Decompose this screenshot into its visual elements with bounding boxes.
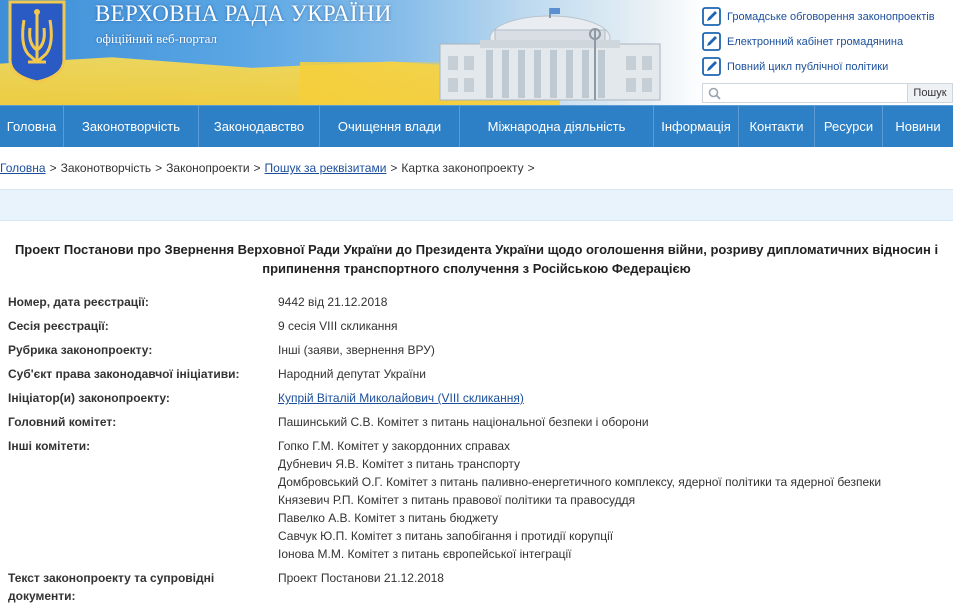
site-header <box>0 0 953 105</box>
row-subject <box>0 365 953 389</box>
committee-item: Савчук Ю.П. Комітет з питань запобігання і протидії корупції <box>278 529 614 543</box>
nav-item-home[interactable]: Головна <box>0 106 64 147</box>
breadcrumb-card: Картка законопроекту <box>401 161 524 175</box>
nav-item-lustration[interactable]: Очищення влади <box>320 106 460 147</box>
row-value <box>278 437 948 563</box>
row-label: Ініціатор(и) законопроекту: <box>8 391 170 405</box>
committee-item: Домбровський О.Г. Комітет з питань паливно-енергетичного комплексу, ядерної політики та ядерної безпеки <box>278 475 882 489</box>
breadcrumb-lawmaking: Законотворчість <box>60 161 152 175</box>
edit-icon <box>702 7 721 26</box>
row-label: Текст законопроекту та супровідні документи: <box>8 571 215 603</box>
nav-item-international[interactable]: Міжнародна діяльність <box>460 106 654 147</box>
quick-link-label: Громадське обговорення законопроектів <box>727 10 935 23</box>
row-label: Суб'єкт права законодавчої ініціативи: <box>8 367 240 381</box>
row-main-committee <box>0 413 953 437</box>
site-subtitle: офіційний веб-портал <box>96 31 217 46</box>
nav-item-lawmaking[interactable]: Законотворчість <box>64 106 199 147</box>
search-bar <box>702 83 953 103</box>
row-label: Сесія реєстрації: <box>8 319 109 333</box>
search-icon <box>708 87 721 100</box>
edit-icon <box>702 57 721 76</box>
quick-link-label: Електронний кабінет громадянина <box>727 35 904 48</box>
quick-link-public-discussion[interactable] <box>702 4 953 29</box>
search-box <box>702 83 908 103</box>
nav-item-resources[interactable]: Ресурси <box>815 106 883 147</box>
row-value: Проект Постанови 21.12.2018 <box>278 571 444 585</box>
bill-details <box>0 293 953 609</box>
initiator-link[interactable]: Купрій Віталій Миколайович (VIII скликання) <box>278 391 524 405</box>
breadcrumb-separator: > <box>390 161 398 175</box>
row-value: 9442 від 21.12.2018 <box>278 295 388 309</box>
row-label: Рубрика законопроекту: <box>8 343 153 357</box>
row-initiator <box>0 389 953 413</box>
breadcrumb-separator: > <box>155 161 163 175</box>
row-value: 9 сесія VIII скликання <box>278 319 398 333</box>
parliament-building-image <box>400 0 700 105</box>
search-input[interactable] <box>703 85 907 103</box>
row-session <box>0 317 953 341</box>
committee-item: Гопко Г.М. Комітет у закордонних справах <box>278 439 511 453</box>
trident-emblem-icon[interactable] <box>6 0 68 84</box>
row-value: Інші (заяви, звернення ВРУ) <box>278 343 435 357</box>
breadcrumb <box>0 161 539 179</box>
row-bill-text <box>0 569 953 609</box>
quick-link-policy-cycle[interactable] <box>702 54 953 79</box>
info-band <box>0 189 953 221</box>
committee-item: Князевич Р.П. Комітет з питань правової політики та правосуддя <box>278 493 636 507</box>
row-label: Інші комітети: <box>8 439 91 453</box>
committee-item: Павелко А.В. Комітет з питань бюджету <box>278 511 499 525</box>
row-label: Головний комітет: <box>8 415 117 429</box>
nav-item-legislation[interactable]: Законодавство <box>199 106 320 147</box>
committee-item: Іонова М.М. Комітет з питань європейської інтеграції <box>278 547 572 561</box>
row-rubric <box>0 341 953 365</box>
breadcrumb-search-link[interactable]: Пошук за реквізитами <box>264 161 387 175</box>
breadcrumb-home-link[interactable]: Головна <box>0 161 46 175</box>
search-button[interactable]: Пошук <box>908 83 953 103</box>
quick-link-label: Повний цикл публічної політики <box>727 60 889 73</box>
row-value: Народний депутат України <box>278 367 426 381</box>
breadcrumb-bills: Законопроекти <box>166 161 250 175</box>
quick-links <box>702 4 953 79</box>
nav-item-contacts[interactable]: Контакти <box>739 106 815 147</box>
row-label: Номер, дата реєстрації: <box>8 295 149 309</box>
quick-link-citizen-cabinet[interactable] <box>702 29 953 54</box>
nav-item-news[interactable]: Новини <box>895 119 941 134</box>
row-value: Пашинський С.В. Комітет з питань національної безпеки і оборони <box>278 415 649 429</box>
site-title[interactable]: ВЕРХОВНА РАДА УКРАЇНИ <box>95 1 392 26</box>
committee-item: Дубневич Я.В. Комітет з питань транспорту <box>278 457 521 471</box>
row-number <box>0 293 953 317</box>
nav-item-information[interactable]: Інформація <box>654 106 739 147</box>
row-other-committees <box>0 437 953 569</box>
breadcrumb-separator: > <box>49 161 57 175</box>
bill-title: Проект Постанови про Звернення Верховної Ради України до Президента України щодо оголошення війни, розриву дипломатичних відносин і припинення транспортного сполучення з Російською Федерацією <box>14 242 939 276</box>
edit-icon <box>702 32 721 51</box>
breadcrumb-separator: > <box>253 161 261 175</box>
main-nav <box>0 105 953 147</box>
breadcrumb-separator: > <box>527 161 535 175</box>
row-value <box>278 389 948 407</box>
